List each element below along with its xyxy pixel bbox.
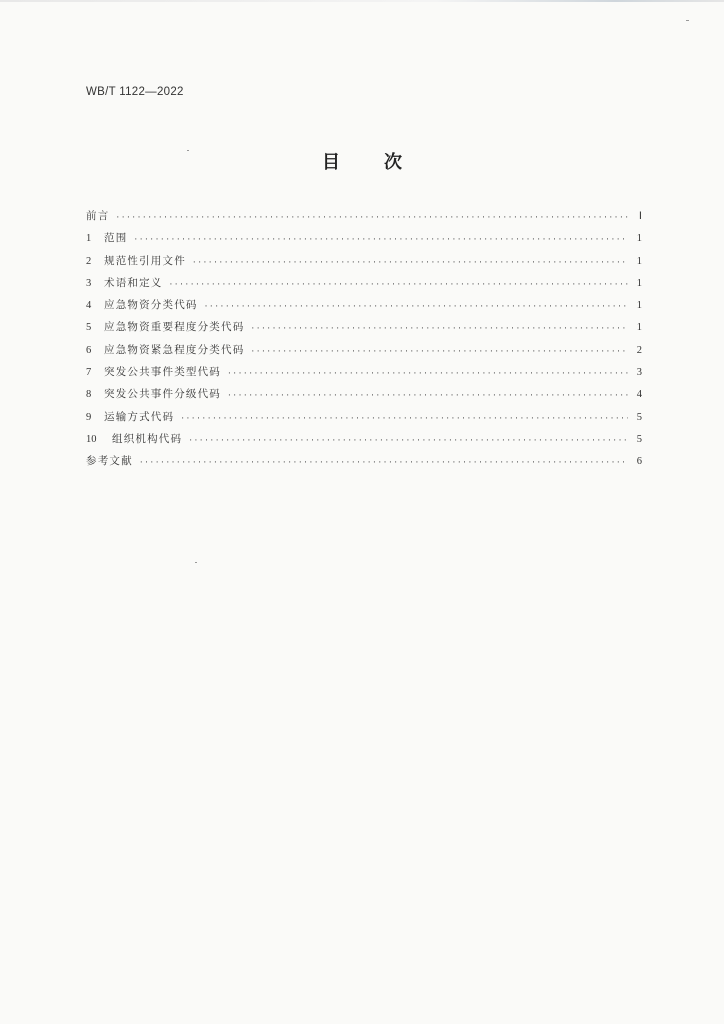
toc-entry-label: 应急物资紧急程度分类代码 [104, 343, 245, 356]
toc-entry-page: Ⅰ [638, 211, 642, 222]
toc-entry-number: 4 [86, 300, 92, 312]
toc-leader-dots [227, 363, 628, 385]
toc-entry-label: 突发公共事件分级代码 [104, 388, 221, 401]
toc-entry-label: 参考文献 [86, 455, 133, 468]
toc-entry-page: 2 [636, 344, 642, 356]
toc-entry-page: 5 [636, 411, 642, 423]
toc-entry-page: 1 [636, 277, 642, 289]
toc-entry-label: 运输方式代码 [104, 410, 175, 423]
toc-leader-dots [139, 452, 628, 474]
scan-speck [187, 150, 189, 151]
toc-leader-dots [115, 207, 628, 229]
toc-entry-number: 5 [86, 322, 92, 334]
toc-entry-number: 2 [86, 255, 92, 267]
toc-title-char-2: 次 [384, 152, 402, 173]
toc-entry-page: 5 [636, 433, 642, 445]
toc-entry-8[interactable] [86, 383, 642, 405]
table-of-contents [86, 205, 642, 473]
toc-entry-label: 突发公共事件类型代码 [104, 366, 221, 379]
toc-entry-page: 1 [636, 255, 642, 267]
toc-entry-2[interactable] [86, 250, 642, 272]
toc-entry-9[interactable] [86, 406, 642, 428]
toc-entry-number: 7 [86, 367, 92, 379]
toc-title-char-1: 目 [322, 152, 340, 173]
toc-entry-number: 3 [86, 277, 92, 289]
toc-entry-label: 范围 [104, 232, 128, 245]
toc-entry-number: 6 [86, 344, 92, 356]
toc-entry-1[interactable] [86, 227, 642, 249]
toc-entry-number: 9 [86, 411, 92, 423]
toc-title [0, 148, 724, 174]
toc-entry-label: 前言 [86, 210, 110, 222]
toc-entry-number: 1 [86, 233, 92, 245]
toc-entry-page: 1 [636, 322, 642, 334]
document-code: WB/T 1122—2022 [86, 86, 184, 98]
toc-entry-page: 4 [636, 389, 642, 401]
toc-leader-dots [204, 296, 628, 318]
toc-entry-label: 规范性引用文件 [104, 254, 186, 267]
scan-top-edge [0, 0, 724, 2]
toc-entry-10[interactable] [86, 428, 642, 450]
toc-entry-6[interactable] [86, 339, 642, 361]
toc-entry-number: 10 [86, 433, 97, 445]
toc-entry-page: 1 [636, 233, 642, 245]
toc-leader-dots [188, 430, 628, 452]
toc-entry-5[interactable] [86, 316, 642, 338]
toc-entry-page: 6 [636, 456, 642, 468]
toc-entry-page: 3 [636, 367, 642, 379]
toc-entry-references[interactable] [86, 450, 642, 472]
toc-entry-page: 1 [636, 300, 642, 312]
toc-entry-label: 应急物资分类代码 [104, 299, 198, 312]
toc-entry-foreword[interactable] [86, 205, 642, 227]
toc-entry-7[interactable] [86, 361, 642, 383]
toc-entry-number: 8 [86, 389, 92, 401]
toc-leader-dots [180, 408, 628, 430]
toc-leader-dots [227, 385, 628, 407]
toc-leader-dots [133, 229, 628, 251]
toc-leader-dots [169, 274, 629, 296]
toc-leader-dots [250, 318, 628, 340]
toc-leader-dots [192, 252, 628, 274]
scan-speck [686, 20, 689, 21]
toc-entry-label: 应急物资重要程度分类代码 [104, 321, 245, 334]
toc-entry-3[interactable] [86, 272, 642, 294]
toc-leader-dots [250, 341, 628, 363]
toc-entry-label: 术语和定义 [104, 276, 163, 289]
toc-entry-4[interactable] [86, 294, 642, 316]
toc-entry-label: 组织机构代码 [112, 432, 183, 445]
scan-speck [195, 562, 197, 563]
